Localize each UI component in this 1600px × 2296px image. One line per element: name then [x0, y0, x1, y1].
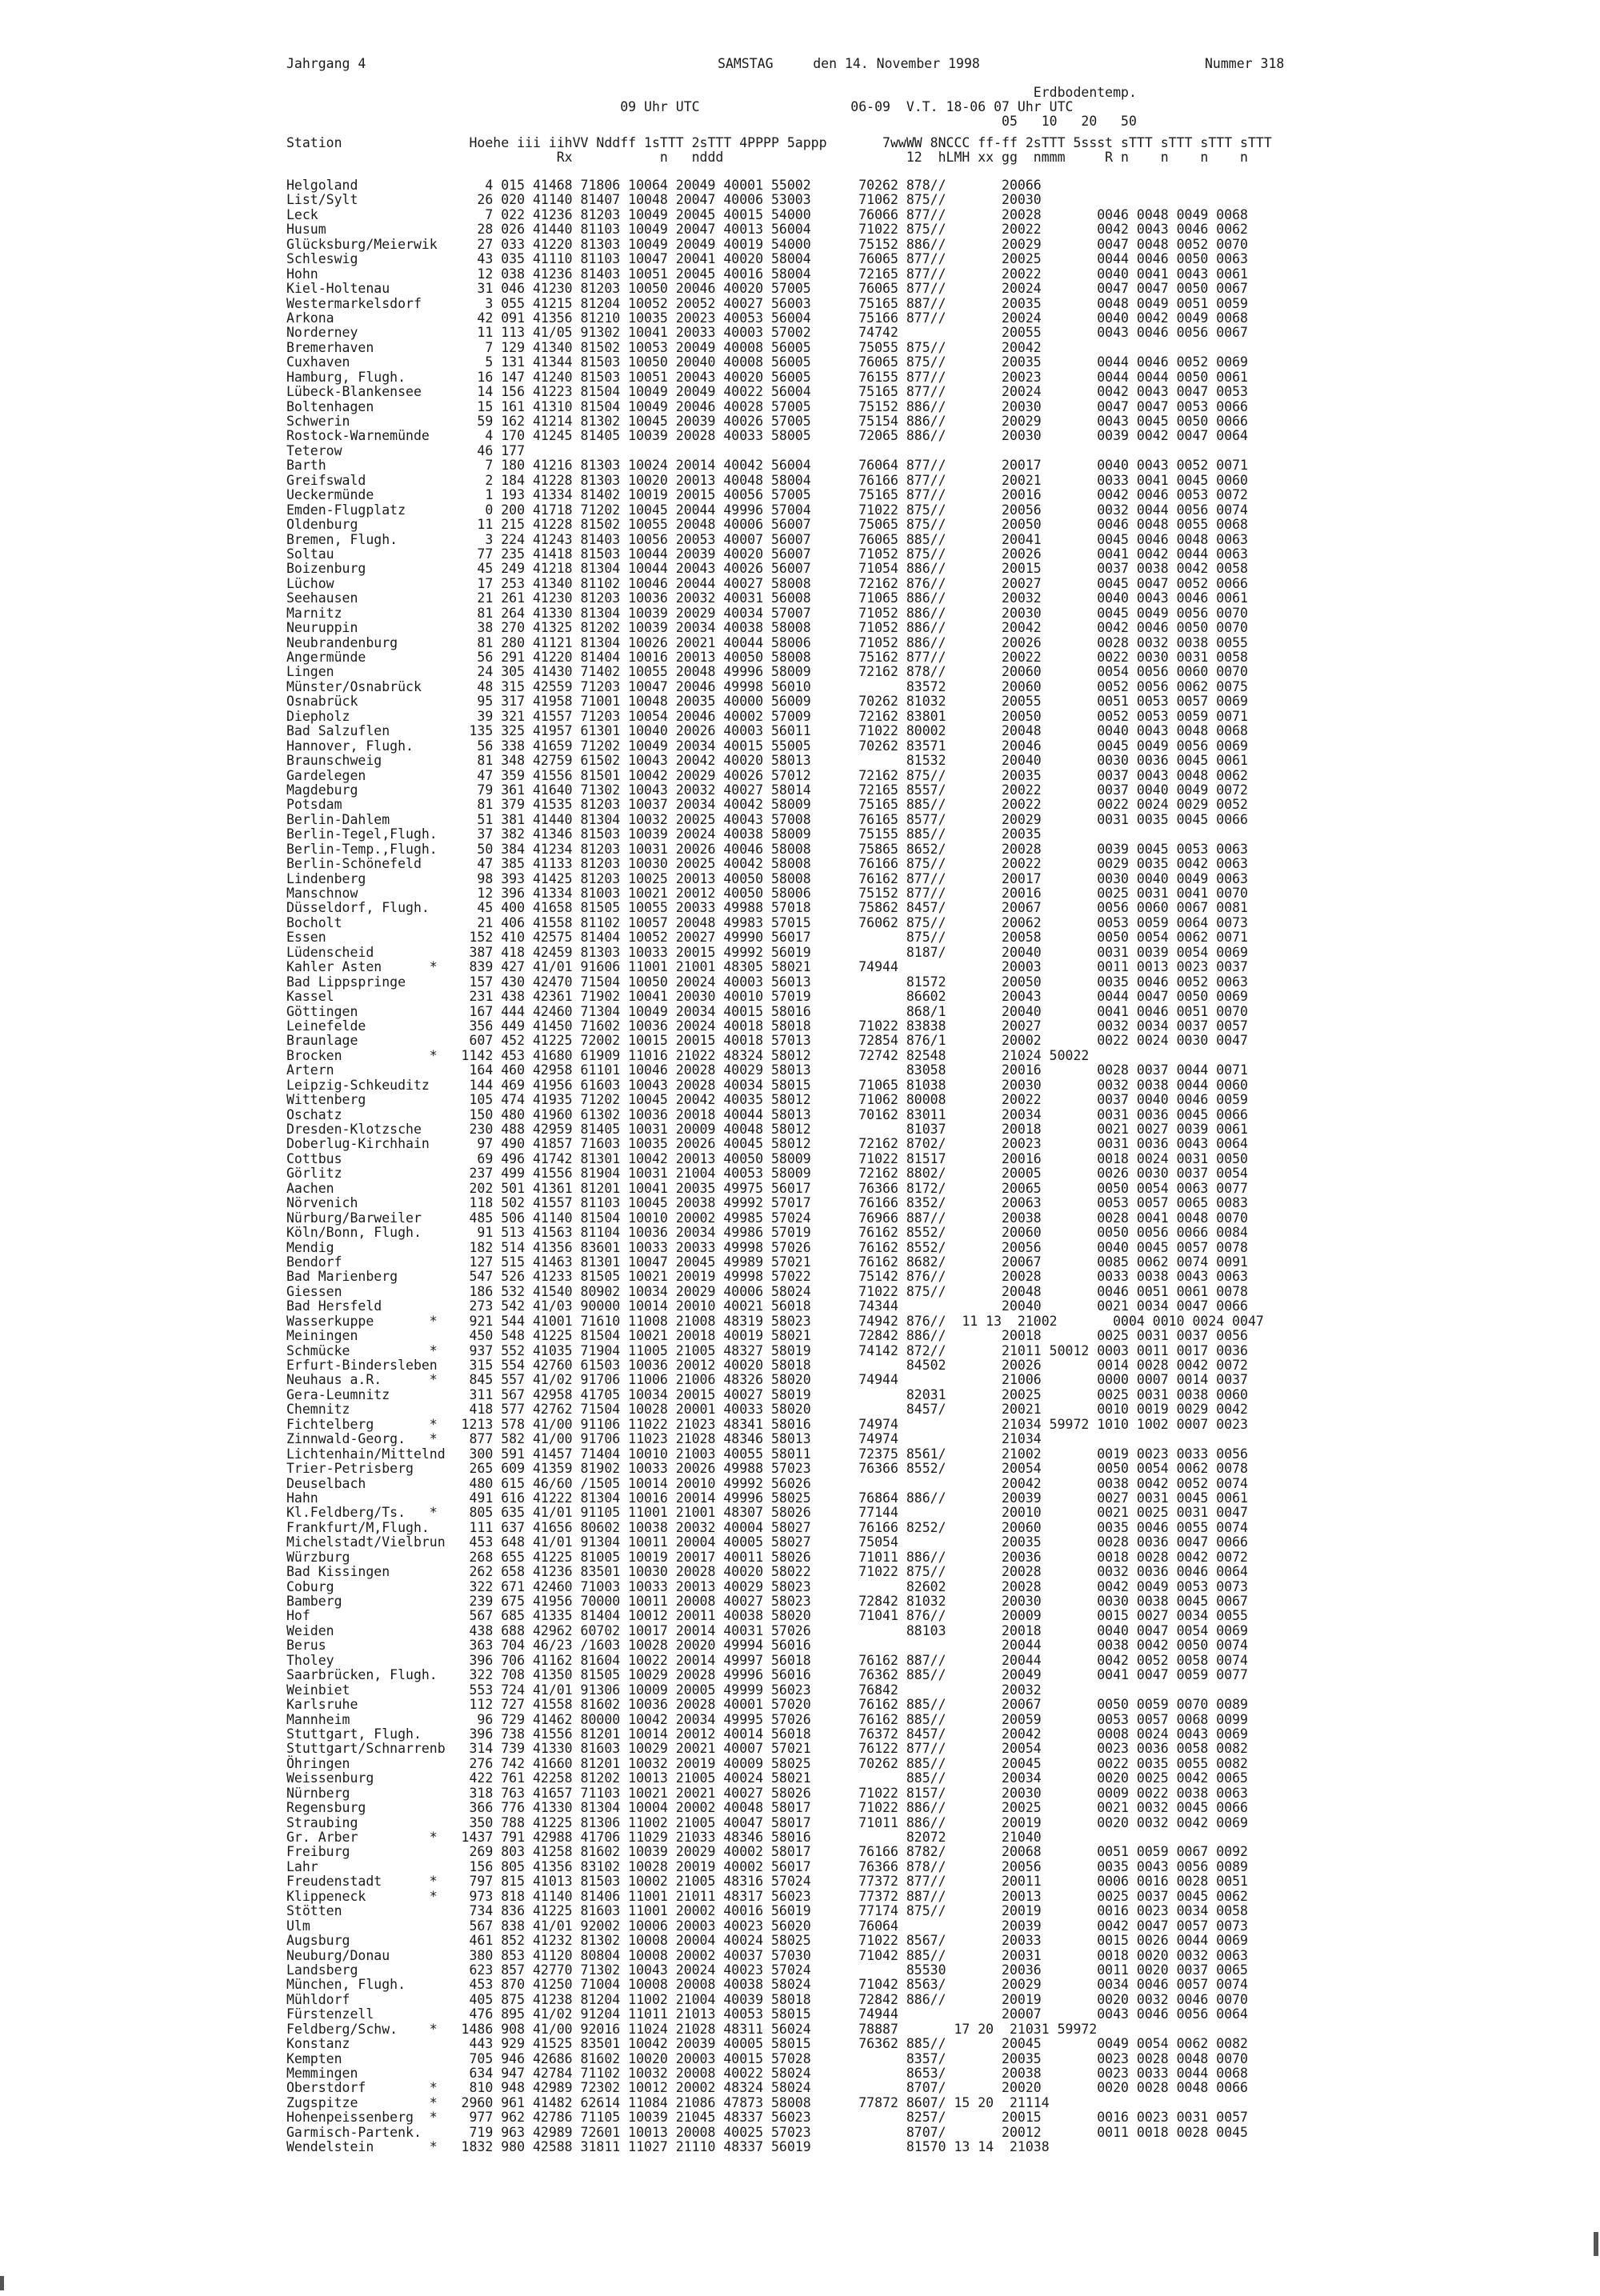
station-row: Zugspitze * 2960 961 41482 62614 11084 21086 47873 58008 77872 8607/ 15 20 21114	[286, 2094, 1050, 2110]
station-row: Chemnitz 418 577 42762 71504 10028 20001 40033 58020 8457/ 20021 0010 0019 0029 0042	[286, 1402, 1248, 1418]
station-row: Arkona 42 091 41356 81210 10035 20023 40053 56004 75166 877// 20024 0040 0042 0049 0068	[286, 310, 1248, 326]
station-row: Deuselbach 480 615 46/60 /1505 10014 20010 49992 56026 20042 0038 0042 0052 0074	[286, 1475, 1248, 1491]
station-row: Kempten 705 946 42686 81602 10020 20003 40015 57028 8357/ 20035 0023 0028 0048 0070	[286, 2050, 1248, 2066]
station-row: Neuruppin 38 270 41325 81202 10039 20034 40038 58008 71052 886// 20042 0042 0046 0050 0070	[286, 620, 1248, 636]
station-row: Leck 7 022 41236 81203 10049 20045 40015 54000 76066 877// 20028 0046 0048 0049 0068	[286, 206, 1248, 222]
station-row: Giessen 186 532 41540 80902 10034 20029 40006 58024 71022 875// 20048 0046 0051 0061 0078	[286, 1283, 1248, 1299]
station-row: Gardelegen 47 359 41556 81501 10042 20029 40026 57012 72162 875// 20035 0037 0043 0048 0062	[286, 767, 1248, 783]
station-row: Mühldorf 405 875 41238 81204 11002 21004 40039 58018 72842 886// 20019 0020 0032 0046 0070	[286, 1991, 1248, 2007]
station-row: Kahler Asten * 839 427 41/01 91606 11001 21001 48305 58021 74944 20003 0011 0013 0023 0037	[286, 959, 1248, 975]
station-row: Bad Salzuflen 135 325 41957 61301 10040 20026 40003 56011 71022 80002 20048 0040 0043 0048 0068	[286, 723, 1248, 739]
station-row: Oschatz 150 480 41960 61302 10036 20018 40044 58013 70162 83011 20034 0031 0036 0045 0066	[286, 1106, 1248, 1122]
station-row: Gera-Leumnitz 311 567 42958 41705 10034 20015 40027 58019 82031 20025 0025 0031 0038 0060	[286, 1386, 1248, 1402]
station-row: Leipzig-Schkeuditz 144 469 41956 61603 10043 20028 40034 58015 71065 81038 20030 0032 0038 0044 0060	[286, 1077, 1248, 1093]
station-row: Gr. Arber * 1437 791 42988 41706 11029 21033 48346 58016 82072 21040	[286, 1830, 1042, 1845]
column-header-time-groups: 09 Uhr UTC 06-09 V.T. 18-06 07 Uhr UTC	[286, 99, 1074, 114]
station-row: Weiden 438 688 42962 60702 10017 20014 40031 57026 88103 20018 0040 0047 0054 0069	[286, 1622, 1248, 1638]
column-header-depths: 05 10 20 50	[286, 114, 1137, 129]
station-row: Soltau 77 235 41418 81503 10044 20039 40020 56007 71052 875// 20026 0041 0042 0044 0063	[286, 546, 1248, 562]
station-row: Glücksburg/Meierwik 27 033 41220 81303 10049 20049 40019 54000 75152 886// 20029 0047 0048 0052 0070	[286, 236, 1248, 252]
station-row: Düsseldorf, Flugh. 45 400 41658 81505 10055 20033 49988 57018 75862 8457/ 20067 0056 0060 0067 0081	[286, 900, 1248, 916]
station-row: Zinnwald-Georg. * 877 582 41/00 91706 11023 21028 48346 58013 74974 21034	[286, 1431, 1042, 1447]
station-row: Lübeck-Blankensee 14 156 41223 81504 10049 20049 40022 56004 75165 877// 20024 0042 0043 0047 0053	[286, 384, 1248, 400]
station-row: Oldenburg 11 215 41228 81502 10055 20048 40006 56007 75065 875// 20050 0046 0048 0055 0068	[286, 517, 1248, 533]
station-row: Saarbrücken, Flugh. 322 708 41350 81505 10029 20028 49996 56016 76362 885// 20049 0041 0047 0059 0077	[286, 1667, 1248, 1683]
station-row: Köln/Bonn, Flugh. 91 513 41563 81104 10036 20034 49986 57019 76162 8552/ 20060 0050 0056 0066 0084	[286, 1225, 1248, 1241]
station-row: Dresden-Klotzsche 230 488 42959 81405 10031 20009 40048 58012 81037 20018 0021 0027 0039 0061	[286, 1122, 1248, 1137]
station-row: Neubrandenburg 81 280 41121 81304 10026 20021 40044 58006 71052 886// 20026 0028 0032 0038 0055	[286, 634, 1248, 650]
station-row: Freiburg 269 803 41258 81602 10039 20029 40002 58017 76166 8782/ 20068 0051 0059 0067 0092	[286, 1844, 1248, 1860]
station-row: Braunlage 607 452 41225 72002 10015 20015 40018 57013 72854 876/1 20002 0022 0024 0030 0047	[286, 1033, 1248, 1049]
station-row: Karlsruhe 112 727 41558 81602 10036 20028 40001 57020 76162 885// 20067 0050 0059 0070 0089	[286, 1697, 1248, 1713]
date-line: SAMSTAG den 14. November 1998	[718, 56, 980, 71]
station-row: Mendig 182 514 41356 83601 10033 20033 49998 57026 76162 8552/ 20056 0040 0045 0057 0078	[286, 1239, 1248, 1255]
station-row: Hohenpeissenberg * 977 962 42786 71105 10039 21045 48337 56023 8257/ 20015 0016 0023 0031 0057	[286, 2110, 1248, 2126]
station-row: List/Sylt 26 020 41140 81407 10048 20047 40006 53003 71062 875// 20030	[286, 192, 1042, 208]
scan-edge-mark-left	[0, 2276, 4, 2290]
station-row: Berlin-Schönefeld 47 385 41133 81203 10030 20025 40042 58008 76166 875// 20022 0029 0035 0042 0063	[286, 856, 1248, 872]
volume-label: Jahrgang 4	[286, 56, 366, 71]
station-row: Regensburg 366 776 41330 81304 10004 20002 40048 58017 71022 886// 20025 0021 0032 0045 0066	[286, 1800, 1248, 1816]
station-row: Magdeburg 79 361 41640 71302 10043 20032 40027 58014 72165 8557/ 20022 0037 0040 0049 0072	[286, 782, 1248, 798]
station-row: Konstanz 443 929 41525 83501 10042 20039 40005 58015 76362 885// 20045 0049 0054 0062 0082	[286, 2036, 1248, 2052]
station-row: Landsberg 623 857 42770 71302 10043 20024 40023 57024 85530 20036 0011 0020 0037 0065	[286, 1962, 1248, 1978]
station-row: Würzburg 268 655 41225 81005 10019 20017 40011 58026 71011 886// 20036 0018 0028 0042 0072	[286, 1549, 1248, 1565]
station-row: Aachen 202 501 41361 81201 10041 20035 49975 56017 76366 8172/ 20065 0050 0054 0063 0077	[286, 1180, 1248, 1196]
station-row: Teterow 46 177	[286, 442, 526, 458]
station-row: Potsdam 81 379 41535 81203 10037 20034 40042 58009 75165 885// 20022 0022 0024 0029 0052	[286, 797, 1248, 813]
station-row: Augsburg 461 852 41232 81302 10008 20004 40024 58025 71022 8567/ 20033 0015 0026 0044 0069	[286, 1933, 1248, 1949]
column-header-codes: Station Hoehe iii iihVV Nddff 1sTTT 2sTTT 4PPPP 5appp 7wwWW 8NCCC ff-ff 2sTTT 5ssst sTTT sTTT sTTT sTTT	[286, 135, 1272, 150]
station-row: Garmisch-Partenk. 719 963 42989 72601 10013 20008 40025 57023 8707/ 20012 0011 0018 0028 0045	[286, 2124, 1248, 2140]
station-row: Tholey 396 706 41162 81604 10022 20014 49997 56018 76162 887// 20044 0042 0052 0058 0074	[286, 1652, 1248, 1668]
station-row: Hamburg, Flugh. 16 147 41240 81503 10051 20043 40020 56005 76155 877// 20023 0044 0044 0050 0061	[286, 369, 1248, 385]
station-row: Mannheim 96 729 41462 80000 10042 20034 49995 57026 76162 885// 20059 0053 0057 0068 0099	[286, 1711, 1248, 1727]
station-row: Lüchow 17 253 41340 81102 10046 20044 40027 58008 72162 876// 20027 0045 0047 0052 0066	[286, 575, 1248, 591]
station-row: Lahr 156 805 41356 83102 10028 20019 40002 56017 76366 878// 20056 0035 0043 0056 0089	[286, 1858, 1248, 1874]
station-row: Berus 363 704 46/23 /1603 10028 20020 49994 56016 20044 0038 0042 0050 0074	[286, 1638, 1248, 1654]
station-row: Nürburg/Barweiler 485 506 41140 81504 10010 20002 49985 57024 76966 887// 20038 0028 0041 0048 0070	[286, 1210, 1248, 1226]
station-row: Boizenburg 45 249 41218 81304 10044 20043 40026 56007 71054 886// 20015 0037 0038 0042 0058	[286, 561, 1248, 577]
station-row: Stuttgart/Schnarrenb 314 739 41330 81603 10029 20021 40007 57021 76122 877// 20054 0023 0036 0058 0082	[286, 1741, 1248, 1757]
station-row: Memmingen 634 947 42784 71102 10032 20008 40022 58024 8653/ 20038 0023 0033 0044 0068	[286, 2066, 1248, 2081]
station-row: Brocken * 1142 453 41680 61909 11016 21022 48324 58012 72742 82548 21024 50022	[286, 1047, 1090, 1063]
station-row: Artern 164 460 42958 61101 10046 20028 40029 58013 83058 20016 0028 0037 0044 0071	[286, 1062, 1248, 1078]
station-row: Öhringen 276 742 41660 81201 10032 20019 40009 58025 70262 885// 20045 0022 0035 0055 0082	[286, 1755, 1248, 1771]
station-row: Bamberg 239 675 41956 70000 10011 20008 40027 58023 72842 81032 20030 0030 0038 0045 0067	[286, 1594, 1248, 1609]
station-row: Manschnow 12 396 41334 81003 10021 20012 40050 58006 75152 877// 20016 0025 0031 0041 0070	[286, 886, 1248, 901]
station-row: Schmücke * 937 552 41035 71904 11005 21005 48327 58019 74142 872// 21011 50012 0003 0011 0017 0036	[286, 1342, 1248, 1358]
station-row: Fürstenzell 476 895 41/02 91204 11011 21013 40053 58015 74944 20007 0043 0046 0056 0064	[286, 2006, 1248, 2022]
station-row: Coburg 322 671 42460 71003 10033 20013 40029 58023 82602 20028 0042 0049 0053 0073	[286, 1578, 1248, 1594]
station-row: Stötten 734 836 41225 81603 11001 20002 40016 56019 77174 875// 20019 0016 0023 0034 0058	[286, 1903, 1248, 1919]
station-row: Freudenstadt * 797 815 41013 81503 10002 21005 48316 57024 77372 877// 20011 0006 0016 0028 0051	[286, 1874, 1248, 1890]
station-row: Essen 152 410 42575 81404 10052 20027 49990 56017 875// 20058 0050 0054 0062 0071	[286, 930, 1248, 946]
station-row: Meiningen 450 548 41225 81504 10021 20018 40019 58021 72842 886// 20018 0025 0031 0037 0056	[286, 1328, 1248, 1344]
station-row: Lichtenhain/Mittelnd 300 591 41457 71404 10010 21003 40055 58011 72375 8561/ 21002 0019 0023 0033 0056	[286, 1446, 1248, 1462]
station-row: Cottbus 69 496 41742 81301 10042 20013 40050 58009 71022 81517 20016 0018 0024 0031 0050	[286, 1150, 1248, 1166]
station-row: Straubing 350 788 41225 81306 11002 21005 40047 58017 71011 886// 20019 0020 0032 0042 0069	[286, 1814, 1248, 1830]
station-row: Bad Marienberg 547 526 41233 81505 10021 20019 49998 57022 75142 876// 20028 0033 0038 0043 0063	[286, 1269, 1248, 1285]
station-row: Kassel 231 438 42361 71902 10041 20030 40010 57019 86602 20043 0044 0047 0050 0069	[286, 989, 1248, 1005]
station-row: Weinbiet 553 724 41/01 91306 10009 20005 49999 56023 76842 20032	[286, 1682, 1042, 1698]
station-row: Westermarkelsdorf 3 055 41215 81204 10052 20052 40027 56003 75165 887// 20035 0048 0049 0051 0059	[286, 295, 1248, 311]
station-row: Stuttgart, Flugh. 396 738 41556 81201 10014 20012 40014 56018 76372 8457/ 20042 0008 0024 0043 0069	[286, 1726, 1248, 1742]
station-row: Nürnberg 318 763 41657 71103 10021 20021 40027 58026 71022 8157/ 20030 0009 0022 0038 0063	[286, 1785, 1248, 1801]
station-row: Oberstdorf * 810 948 42989 72302 10012 20002 48324 58024 8707/ 20020 0020 0028 0048 0066	[286, 2080, 1248, 2096]
station-row: Berlin-Dahlem 51 381 41440 81304 10032 20025 40043 57008 76165 8577/ 20029 0031 0035 0045 0066	[286, 811, 1248, 827]
station-row: Bocholt 21 406 41558 81102 10057 20048 49983 57015 76062 875// 20062 0053 0059 0064 0073	[286, 914, 1248, 930]
station-row: Schleswig 43 035 41110 81103 10047 20041 40020 58004 76065 877// 20025 0044 0046 0050 0063	[286, 251, 1248, 267]
column-header-subcodes: Rx n nddd 12 hLMH xx gg nmmm R n n n n	[286, 150, 1248, 165]
station-row: Cuxhaven 5 131 41344 81503 10050 20040 40008 56005 76065 875// 20035 0044 0046 0052 0069	[286, 354, 1248, 370]
station-row: Seehausen 21 261 41230 81203 10036 20032 40031 56008 71065 886// 20032 0040 0043 0046 0061	[286, 590, 1248, 606]
station-row: Bremen, Flugh. 3 224 41243 81403 10056 20053 40007 56007 76065 885// 20041 0045 0046 0048 0063	[286, 531, 1248, 547]
issue-number: Nummer 318	[1205, 56, 1285, 71]
station-row: Görlitz 237 499 41556 81904 10031 21004 40053 58009 72162 8802/ 20005 0026 0030 0037 0054	[286, 1166, 1248, 1182]
station-row: Husum 28 026 41440 81103 10049 20047 40013 56004 71022 875// 20022 0042 0043 0046 0062	[286, 222, 1248, 238]
station-row: Weissenburg 422 761 42258 81202 10013 21005 40024 58021 885// 20034 0020 0025 0042 0065	[286, 1770, 1248, 1786]
station-row: Feldberg/Schw. * 1486 908 41/00 92016 11024 21028 48311 56024 78887 17 20 21031 59972	[286, 2021, 1098, 2037]
station-row: Norderney 11 113 41/05 91302 10041 20033 40003 57002 74742 20055 0043 0046 0056 0067	[286, 325, 1248, 341]
station-row: Berlin-Temp.,Flugh. 50 384 41234 81203 10031 20026 40046 58008 75865 8652/ 20028 0039 0045 0053 0063	[286, 841, 1248, 857]
station-row: Braunschweig 81 348 42759 61502 10043 20042 40020 58013 81532 20040 0030 0036 0045 0061	[286, 753, 1248, 769]
station-row: Nörvenich 118 502 41557 81103 10045 20038 49992 57017 76166 8352/ 20063 0053 0057 0065 0083	[286, 1195, 1248, 1211]
station-row: Marnitz 81 264 41330 81304 10039 20029 40034 57007 71052 886// 20030 0045 0049 0056 0070	[286, 605, 1248, 621]
station-row: Hannover, Flugh. 56 338 41659 71202 10049 20034 40015 55005 70262 83571 20046 0045 0049 0056 0069	[286, 738, 1248, 754]
station-row: Leinefelde 356 449 41450 71602 10036 20024 40018 58018 71022 83838 20027 0032 0034 0037 0057	[286, 1018, 1248, 1034]
station-table	[286, 178, 1264, 2155]
station-row: Diepholz 39 321 41557 71203 10054 20046 40002 57009 72162 83801 20050 0052 0053 0059 0071	[286, 708, 1248, 724]
station-row: Hahn 491 616 41222 81304 10016 20014 49996 58025 76864 886// 20039 0027 0031 0045 0061	[286, 1490, 1248, 1506]
station-row: Lingen 24 305 41430 71402 10055 20048 49996 58009 72162 878// 20060 0054 0056 0060 0070	[286, 664, 1248, 680]
station-row: Göttingen 167 444 42460 71304 10049 20034 40015 58016 868/1 20040 0041 0046 0051 0070	[286, 1003, 1248, 1019]
station-row: Hohn 12 038 41236 81403 10051 20045 40016 58004 72165 877// 20022 0040 0041 0043 0061	[286, 266, 1248, 282]
station-row: Wendelstein * 1832 980 42588 31811 11027 21110 48337 56019 81570 13 14 21038	[286, 2139, 1050, 2155]
station-row: Ulm 567 838 41/01 92002 10006 20003 40023 56020 76064 20039 0042 0047 0057 0073	[286, 1918, 1248, 1934]
station-row: Schwerin 59 162 41214 81302 10045 20039 40026 57005 75154 886// 20029 0043 0045 0050 0066	[286, 414, 1248, 429]
station-row: Neuburg/Donau 380 853 41120 80804 10008 20002 40037 57030 71042 885// 20031 0018 0020 0032 0063	[286, 1947, 1248, 1963]
station-row: Helgoland 4 015 41468 71806 10064 20049 40001 55002 70262 878// 20066	[286, 178, 1042, 193]
station-row: Angermünde 56 291 41220 81404 10016 20013 40050 58008 75162 877// 20022 0022 0030 0031 0058	[286, 650, 1248, 665]
station-row: Hof 567 685 41335 81404 10012 20011 40038 58020 71041 876// 20009 0015 0027 0034 0055	[286, 1608, 1248, 1624]
station-row: Neuhaus a.R. * 845 557 41/02 91706 11006 21006 48326 58020 74944 21006 0000 0007 0014 0037	[286, 1372, 1248, 1388]
station-row: Bad Lippspringe 157 430 42470 71504 10050 20024 40003 56013 81572 20050 0035 0046 0052 0063	[286, 974, 1248, 990]
station-row: Rostock-Warnemünde 4 170 41245 81405 10039 20028 40033 58005 72065 886// 20030 0039 0042 0047 0064	[286, 428, 1248, 444]
station-row: Emden-Flugplatz 0 200 41718 71202 10045 20044 49996 57004 71022 875// 20056 0032 0044 0056 0074	[286, 502, 1248, 518]
station-row: Doberlug-Kirchhain 97 490 41857 71603 10035 20026 40045 58012 72162 8702/ 20023 0031 0036 0043 0064	[286, 1136, 1248, 1152]
station-row: Kl.Feldberg/Ts. * 805 635 41/01 91105 11001 21001 48307 58026 77144 20010 0021 0025 0031 0047	[286, 1505, 1248, 1521]
station-row: Fichtelberg * 1213 578 41/00 91106 11022 21023 48341 58016 74974 21034 59972 1010 1002 0007 0023	[286, 1416, 1248, 1432]
scan-edge-mark	[1594, 2232, 1598, 2256]
station-row: Lüdenscheid 387 418 42459 81303 10033 20015 49992 56019 8187/ 20040 0031 0039 0054 0069	[286, 944, 1248, 960]
station-row: Bendorf 127 515 41463 81301 10047 20045 49989 57021 76162 8682/ 20067 0085 0062 0074 0091	[286, 1254, 1248, 1270]
station-row: Greifswald 2 184 41228 81303 10020 20013 40048 58004 76166 877// 20021 0033 0041 0045 0060	[286, 472, 1248, 488]
station-row: Wittenberg 105 474 41935 71202 10045 20042 40035 58012 71062 80008 20022 0037 0040 0046 0059	[286, 1092, 1248, 1108]
station-row: Wasserkuppe * 921 544 41001 71610 11008 21008 48319 58023 74942 876// 11 13 21002 0004 0010 0024 0047	[286, 1313, 1264, 1329]
station-row: Münster/Osnabrück 48 315 42559 71203 10047 20046 49998 56010 83572 20060 0052 0056 0062 0075	[286, 678, 1248, 694]
station-row: Kiel-Holtenau 31 046 41230 81203 10050 20046 40020 57005 76065 877// 20024 0047 0047 0050 0067	[286, 281, 1248, 297]
station-row: Bremerhaven 7 129 41340 81502 10053 20049 40008 56005 75055 875// 20042	[286, 339, 1042, 355]
station-row: Klippeneck * 973 818 41140 81406 11001 21011 48317 56023 77372 887// 20013 0025 0037 0045 0062	[286, 1888, 1248, 1904]
station-row: Barth 7 180 41216 81303 10024 20014 40042 56004 76064 877// 20017 0040 0043 0052 0071	[286, 458, 1248, 474]
station-row: Berlin-Tegel,Flugh. 37 382 41346 81503 10039 20024 40038 58009 75155 885// 20035	[286, 826, 1042, 842]
station-row: Ueckermünde 1 193 41334 81402 10019 20015 40056 57005 75165 877// 20016 0042 0046 0053 0072	[286, 487, 1248, 503]
station-row: Bad Kissingen 262 658 41236 83501 10030 20028 40020 58022 71022 875// 20028 0032 0036 0046 0064	[286, 1564, 1248, 1580]
station-row: Trier-Petrisberg 265 609 41359 81902 10033 20026 49988 57023 76366 8552/ 20054 0050 0054 0062 0078	[286, 1461, 1248, 1477]
station-row: Erfurt-Bindersleben 315 554 42760 61503 10036 20012 40020 58018 84502 20026 0014 0028 0042 0072	[286, 1358, 1248, 1373]
station-row: Boltenhagen 15 161 41310 81504 10049 20046 40028 57005 75152 886// 20030 0047 0047 0053 0066	[286, 398, 1248, 414]
station-row: Lindenberg 98 393 41425 81203 10025 20013 40050 58008 76162 877// 20017 0030 0040 0049 0063	[286, 870, 1248, 886]
station-row: München, Flugh. 453 870 41250 71004 10008 20008 40038 58024 71042 8563/ 20029 0034 0046 0057 0074	[286, 1977, 1248, 1993]
station-row: Frankfurt/M,Flugh. 111 637 41656 80602 10038 20032 40004 58027 76166 8252/ 20060 0035 0046 0055 0074	[286, 1519, 1248, 1535]
station-row: Osnabrück 95 317 41958 71001 10048 20035 40000 56009 70262 81032 20055 0051 0053 0057 0069	[286, 694, 1248, 710]
station-row: Michelstadt/Vielbrun 453 648 41/01 91304 10011 20004 40005 58027 75054 20035 0028 0036 0047 0066	[286, 1534, 1248, 1550]
station-row: Bad Hersfeld 273 542 41/03 90000 10014 20010 40021 56018 74344 20040 0021 0034 0047 0066	[286, 1298, 1248, 1314]
column-header-erdbodentemp: Erdbodentemp.	[286, 85, 1137, 100]
